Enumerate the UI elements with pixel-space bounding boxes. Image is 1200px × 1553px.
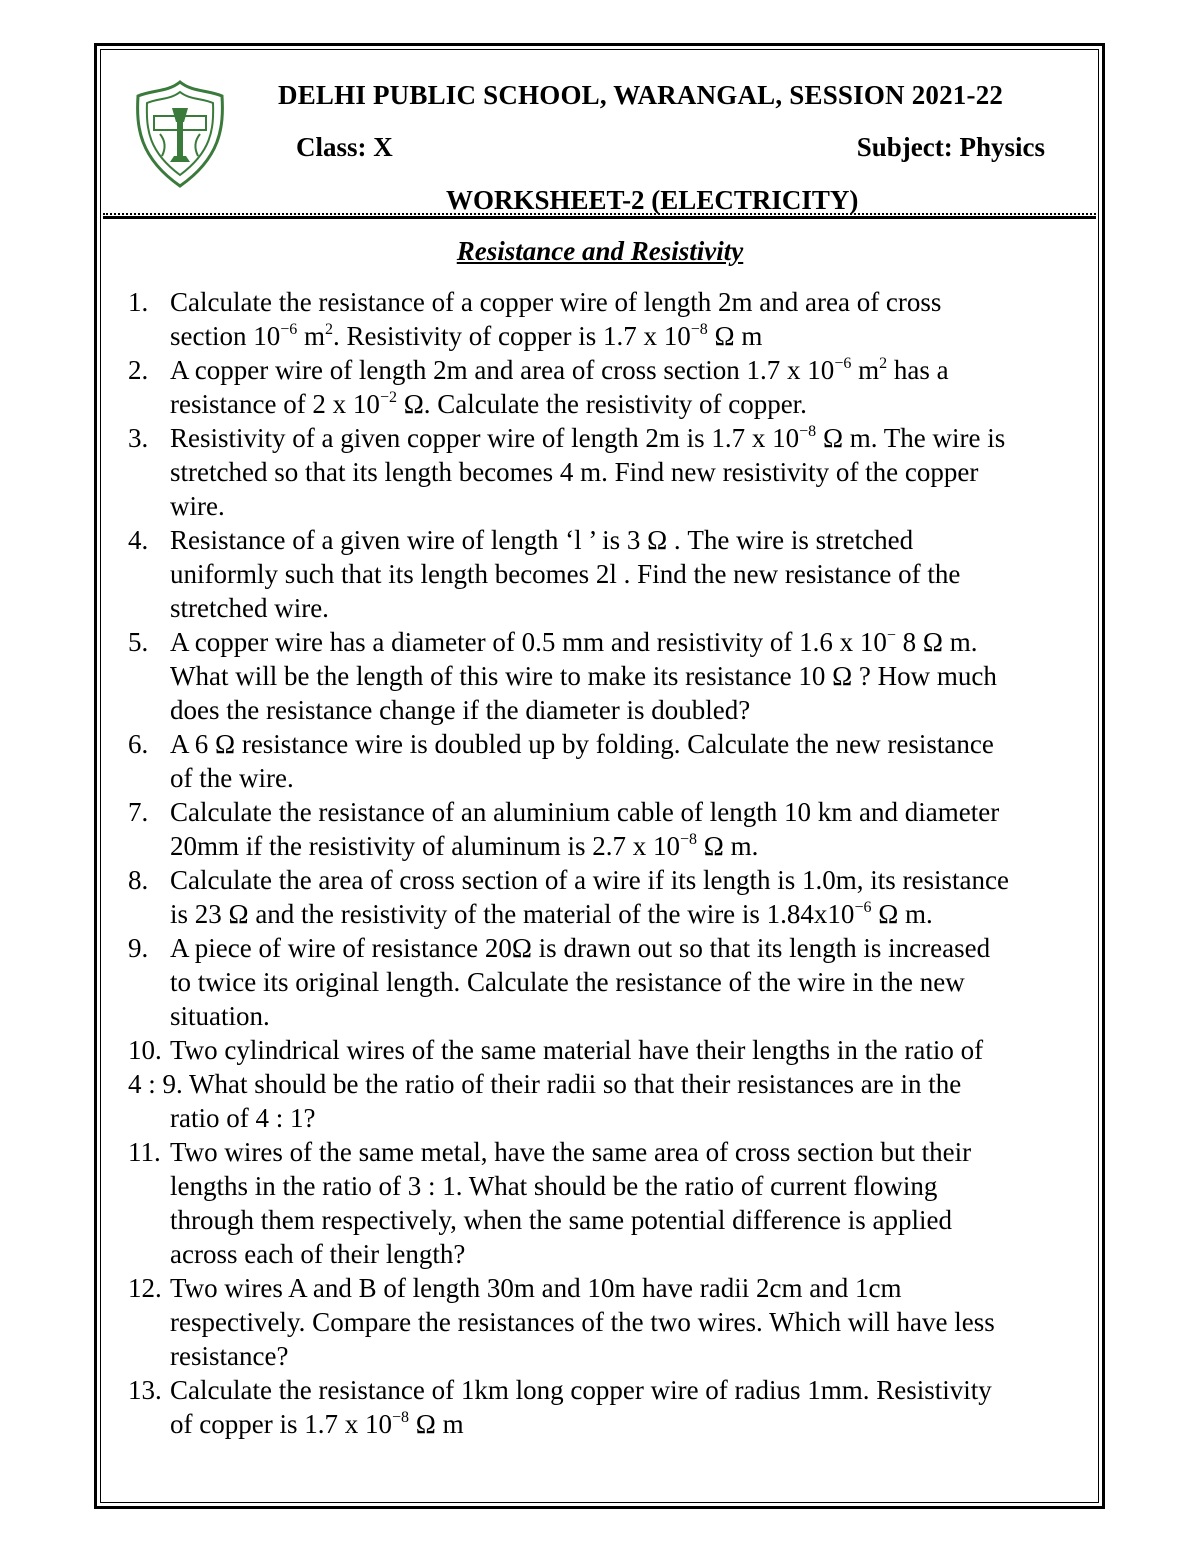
question-text <box>170 421 1005 523</box>
question-line: Calculate the resistance of 1km long copper wire of radius 1mm. Resistivity <box>170 1375 992 1405</box>
question-line: A copper wire has a diameter of 0.5 mm and resistivity of 1.6 x 10− 8 Ω m. <box>170 627 978 657</box>
question-number: 7. <box>128 797 149 827</box>
question-number: 3. <box>128 423 149 453</box>
question-line: respectively. Compare the resistances of the two wires. Which will have less <box>170 1307 995 1337</box>
question-line: resistance? <box>170 1341 289 1371</box>
question-line: to twice its original length. Calculate the resistance of the wire in the new <box>170 967 965 997</box>
question-line: Two cylindrical wires of the same material have their lengths in the ratio of <box>170 1035 984 1065</box>
question-text <box>170 625 997 727</box>
question-line: of the wire. <box>170 763 294 793</box>
header-rule-solid <box>103 216 1096 219</box>
question-number: 1. <box>128 287 149 317</box>
question-number: 2. <box>128 355 149 385</box>
question-line: Resistivity of a given copper wire of length 2m is 1.7 x $10^{-8}$ Ω m. The wire is <box>170 423 1006 453</box>
question-text <box>170 285 941 353</box>
question-text <box>170 727 994 795</box>
question-line: of copper is 1.7 x $10^{-8}$ Ω m <box>170 1409 464 1439</box>
question-line: stretched so that its length becomes 4 m. Find new resistivity of the copper <box>170 457 979 487</box>
question-line: A 6 Ω resistance wire is doubled up by folding. Calculate the new resistance <box>170 729 994 759</box>
subject-label: Subject: Physics <box>856 132 1045 162</box>
question-line: does the resistance change if the diameter is doubled? <box>170 695 751 725</box>
question-text <box>170 795 999 863</box>
question-text <box>170 931 990 1033</box>
question-line: What will be the length of this wire to make its resistance 10 Ω ? How much <box>170 661 997 691</box>
question-line: A copper wire of length 2m and area of cross section 1.7 x $10^{-6}$ $m^2$ has a <box>170 355 949 385</box>
question-line: Calculate the area of cross section of a wire if its length is 1.0m, its resistance <box>170 865 1009 895</box>
question-text <box>170 1135 971 1271</box>
school-name-heading: DELHI PUBLIC SCHOOL, WARANGAL, SESSION 2021-22 <box>278 80 1004 110</box>
worksheet-title: WORKSHEET-2 (ELECTRICITY) <box>446 185 859 215</box>
question-line: situation. <box>170 1001 270 1031</box>
question-line: uniformly such that its length becomes 2l . Find the new resistance of the <box>170 559 961 589</box>
question-number: 8. <box>128 865 149 895</box>
question-text <box>170 523 960 625</box>
question-text <box>170 353 949 421</box>
question-number: 6. <box>128 729 149 759</box>
question-line: Two wires of the same metal, have the same area of cross section but their <box>170 1137 972 1167</box>
question-line: Two wires A and B of length 30m and 10m have radii 2cm and 1cm <box>170 1273 902 1303</box>
question-line: A piece of wire of resistance 20Ω is drawn out so that its length is increased <box>170 933 991 963</box>
question-number: 4. <box>128 525 149 555</box>
question-line: Resistance of a given wire of length ‘l ’ is 3 Ω . The wire is stretched <box>170 525 914 555</box>
question-line: 20mm if the resistivity of aluminum is 2.7 x $10^{-8}$ Ω m. <box>170 831 759 861</box>
question-number: 10. <box>128 1035 162 1065</box>
question-line: lengths in the ratio of 3 : 1. What should be the ratio of current flowing <box>170 1171 938 1201</box>
section-title: Resistance and Resistivity <box>456 236 744 266</box>
question-text <box>170 1373 992 1441</box>
question-line: wire. <box>170 491 225 521</box>
question-line: across each of their length? <box>170 1239 466 1269</box>
question-line: Calculate the resistance of a copper wire of length 2m and area of cross <box>170 287 942 317</box>
question-line: Calculate the resistance of an aluminium cable of length 10 km and diameter <box>170 797 1000 827</box>
school-crest-logo <box>132 78 228 190</box>
question-number: 11. <box>128 1137 161 1167</box>
question-text <box>170 863 1009 931</box>
question-number: 5. <box>128 627 149 657</box>
question-line: ratio of 4 : 1? <box>170 1103 316 1133</box>
question-text <box>170 1271 995 1373</box>
class-label: Class: X <box>296 132 393 162</box>
question-number: 13. <box>128 1375 162 1405</box>
question-number: 12. <box>128 1273 162 1303</box>
question-line: 4 : 9. What should be the ratio of their radii so that their resistances are in the <box>128 1069 962 1099</box>
question-line: resistance of 2 x $10^{-2}$ Ω. Calculate the resistivity of copper. <box>170 389 807 419</box>
question-line: is 23 Ω and the resistivity of the material of the wire is $1.84x10^{-6}$ Ω m. <box>170 899 933 929</box>
header-rule-dotted <box>103 213 1096 215</box>
question-number: 9. <box>128 933 149 963</box>
question-line: through them respectively, when the same potential difference is applied <box>170 1205 952 1235</box>
question-line: section $10^{-6}$ $m^2$. Resistivity of copper is 1.7 x $10^{-8}$ Ω m <box>170 321 763 351</box>
question-line: stretched wire. <box>170 593 329 623</box>
